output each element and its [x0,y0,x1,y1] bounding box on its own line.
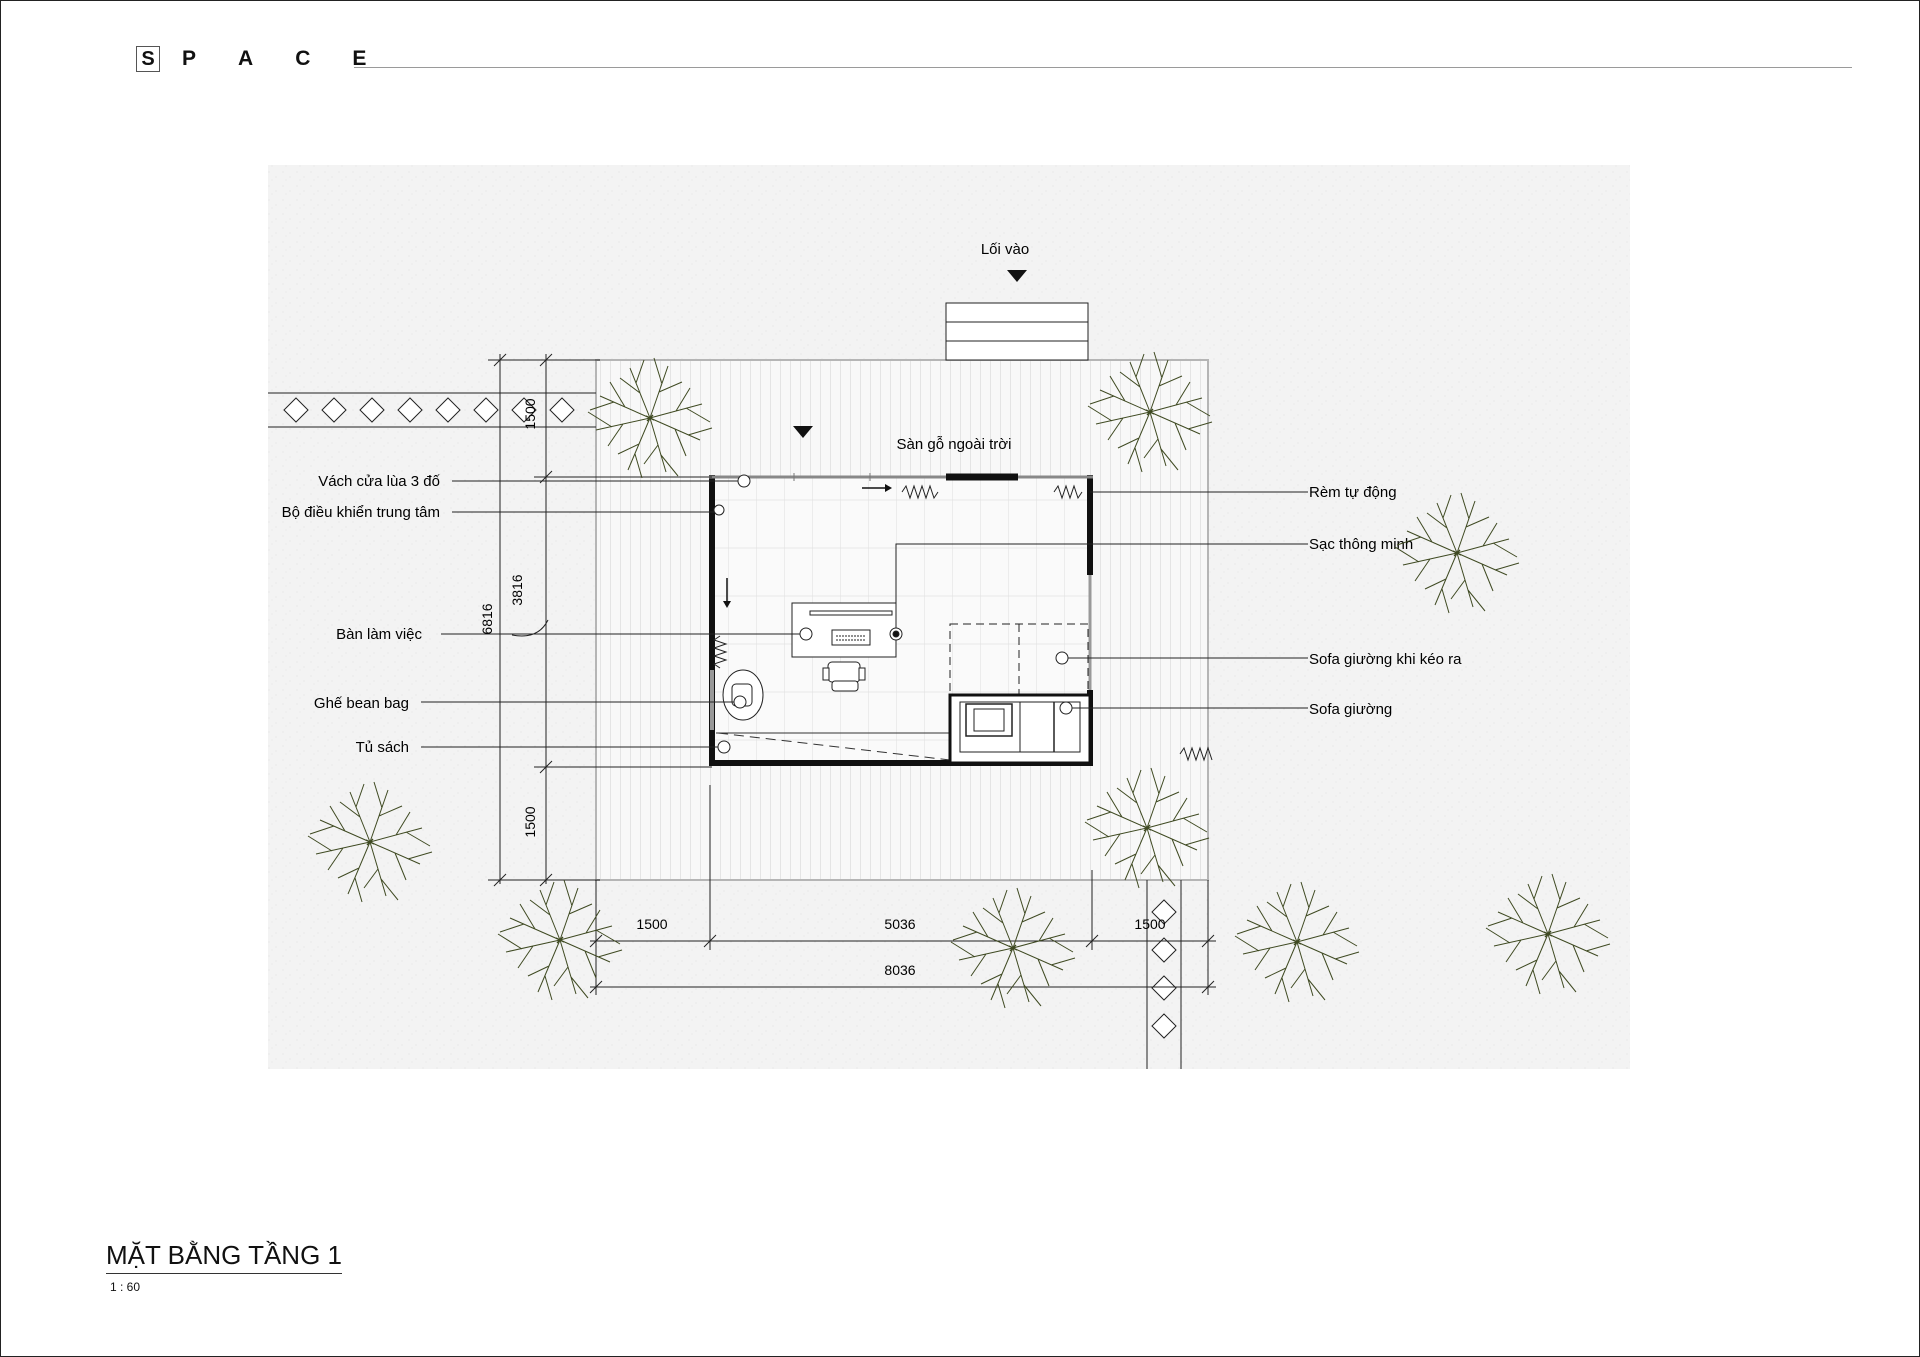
drawing-scale: 1 : 60 [110,1280,141,1294]
bean-bag [723,670,763,720]
label-smart-charger: Sạc thông minh [1309,536,1414,553]
dim-room-height: 3816 [509,574,525,606]
brand-letter-box: S [136,46,160,72]
dim-bottom-setback: 1500 [522,806,538,838]
drawing-title: MẶT BẰNG TẦNG 1 [106,1240,342,1274]
title-block [106,1240,342,1294]
label-sofa-bed: Sofa giường [1309,701,1393,718]
label-bean-bag: Ghế bean bag [313,695,409,712]
brand-letter: A [238,47,254,70]
dim-overall-width: 8036 [884,962,916,978]
label-sofa-bed-extended: Sofa giường khi kéo ra [1309,651,1462,668]
label-sliding-door: Vách cửa lùa 3 đố [318,473,440,490]
dim-left-setback: 1500 [636,916,668,932]
entrance-steps [946,303,1088,360]
brand-letter: C [295,47,311,70]
deck-label: Sàn gỗ ngoài trời [896,436,1012,453]
entrance-label: Lối vào [980,241,1030,258]
label-auto-curtain: Rèm tự động [1309,484,1397,501]
brand-letter: P [182,47,197,70]
brand-letter: E [352,47,367,70]
dim-overall-height: 6816 [479,603,495,635]
label-central-controller: Bộ điều khiển trung tâm [281,504,440,521]
label-desk: Bàn làm việc [336,626,422,643]
label-bookshelf: Tủ sách [355,739,409,756]
dim-right-setback: 1500 [1134,916,1166,932]
dim-top-setback: 1500 [522,398,538,430]
dim-room-width: 5036 [884,916,916,932]
